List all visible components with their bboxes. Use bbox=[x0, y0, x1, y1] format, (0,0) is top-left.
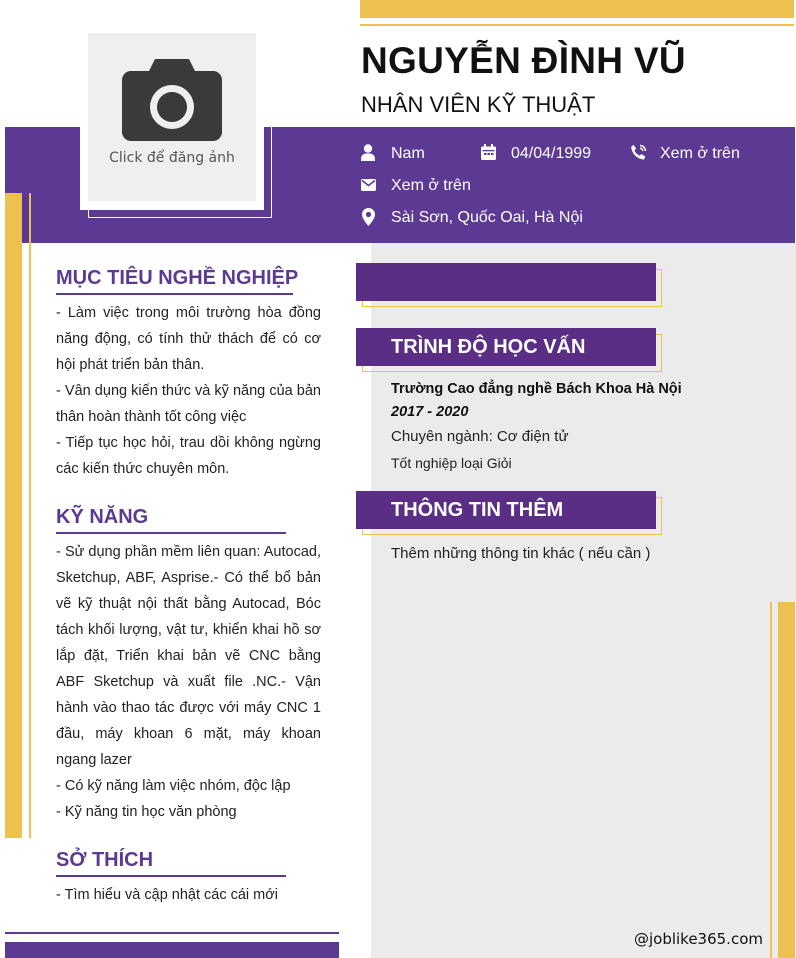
user-icon bbox=[361, 144, 375, 161]
skills-title: KỸ NĂNG bbox=[56, 506, 149, 528]
photo-upload[interactable] bbox=[88, 33, 256, 201]
education-major: Chuyên ngành: Cơ điện tử bbox=[391, 428, 569, 445]
camera-icon bbox=[121, 57, 223, 145]
skills-item: - Kỹ năng tin học văn phòng bbox=[56, 804, 237, 820]
hobbies-list bbox=[56, 882, 321, 908]
top-gold-line bbox=[360, 24, 794, 26]
left-gold-bar bbox=[5, 193, 22, 838]
hobbies-underline bbox=[56, 875, 286, 877]
watermark: @joblike365.com bbox=[633, 930, 763, 948]
education-title: TRÌNH ĐỘ HỌC VẤN bbox=[391, 336, 586, 358]
bottom-purple-line bbox=[5, 932, 339, 934]
objective-underline bbox=[56, 293, 293, 295]
objective-item: - Tiếp tục học hỏi, trau dồi không ngừng các kiến thức chuyên môn. bbox=[56, 435, 321, 477]
extra-text: Thêm những thông tin khác ( nếu cần ) bbox=[391, 545, 651, 562]
education-header bbox=[356, 328, 656, 366]
objective-title: MỤC TIÊU NGHỀ NGHIỆP bbox=[56, 267, 299, 289]
skills-underline bbox=[56, 532, 286, 534]
extra-header bbox=[356, 491, 656, 529]
gender-value[interactable]: Nam bbox=[391, 145, 425, 162]
calendar-icon bbox=[481, 144, 496, 160]
address-value[interactable]: Sài Sơn, Quốc Oai, Hà Nội bbox=[391, 209, 583, 226]
left-gold-line bbox=[29, 193, 31, 838]
skills-list bbox=[56, 539, 321, 825]
right-gold-line bbox=[770, 602, 772, 958]
skills-item: - Sử dụng phần mềm liên quan: Autocad, Sketchup, ABF, Asprise.- Có thể bổ bản vẽ kỹ thuật nội thất bằng Autocad, Bóc tách khối lượng, vật tư, khiển khai hồ sơ lắp đặt, Triển khai bản vẽ CNC bằng ABF Sketchup và xuất file .NC.- Vận hành vào thao tác được với máy CNC 1 đầu, máy khoan 6 mặt, máy khoan ngang lazer bbox=[56, 544, 321, 768]
email-icon bbox=[361, 179, 376, 191]
objective-item: - Làm việc trong môi trường hòa đồng năng động, có tính thử thách để có cơ hội phát triển bản thân. bbox=[56, 305, 321, 373]
phone-value[interactable]: Xem ở trên bbox=[660, 145, 740, 162]
education-grade: Tốt nghiệp loại Giỏi bbox=[391, 455, 512, 471]
skills-item: - Có kỹ năng làm việc nhóm, độc lập bbox=[56, 778, 291, 794]
education-school: Trường Cao đẳng nghề Bách Khoa Hà Nội bbox=[391, 381, 682, 397]
photo-label[interactable]: Click để đăng ảnh bbox=[109, 150, 235, 166]
empty-section-header[interactable] bbox=[356, 263, 656, 301]
job-title: NHÂN VIÊN KỸ THUẬT bbox=[361, 92, 596, 117]
location-icon bbox=[362, 208, 375, 226]
candidate-name: NGUYỄN ĐÌNH VŨ bbox=[361, 40, 686, 81]
phone-icon bbox=[630, 144, 647, 161]
dob-value[interactable]: 04/04/1999 bbox=[511, 145, 592, 162]
objective-item: - Vân dụng kiến thức và kỹ năng của bản thân hoàn thành tốt công việc bbox=[56, 383, 321, 425]
right-gold-bar bbox=[778, 602, 795, 958]
extra-title: THÔNG TIN THÊM bbox=[391, 499, 564, 521]
top-gold-bar bbox=[360, 0, 794, 18]
hobbies-title: SỞ THÍCH bbox=[56, 849, 154, 871]
hobbies-item: - Tìm hiểu và cập nhật các cái mới bbox=[56, 887, 278, 903]
education-years: 2017 - 2020 bbox=[391, 404, 469, 420]
objective-list bbox=[56, 300, 321, 482]
bottom-purple-bar bbox=[5, 942, 339, 958]
email-value[interactable]: Xem ở trên bbox=[391, 177, 471, 194]
